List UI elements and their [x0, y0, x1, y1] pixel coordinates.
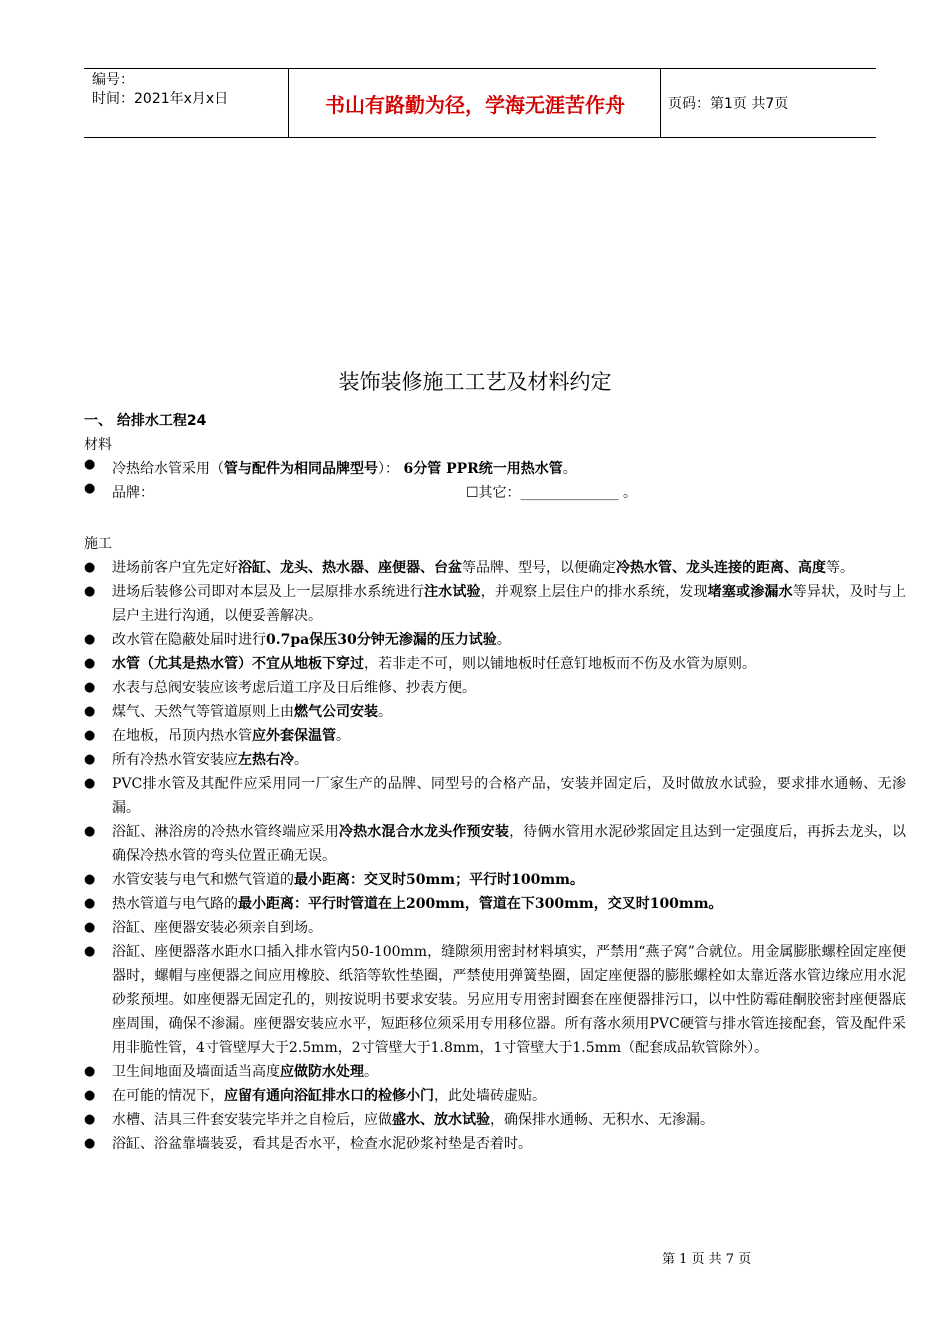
- text-run: 。: [336, 728, 350, 744]
- list-item: [84, 940, 906, 1060]
- bullet-icon: ●: [84, 896, 96, 911]
- text-run: 。: [496, 632, 511, 648]
- bullet-icon: ●: [84, 752, 96, 767]
- bullet-icon: ●: [84, 728, 96, 743]
- list-item: [84, 772, 906, 820]
- other-option: [466, 481, 637, 505]
- text-run: 水管安装与电气和燃气管道的: [112, 872, 294, 888]
- text-run: 浴缸、龙头、热水器、座便器、台盆: [238, 560, 462, 576]
- list-item-text: [112, 772, 906, 820]
- text-run: 所有冷热水管安装应: [112, 752, 238, 768]
- list-item-text: [112, 580, 906, 628]
- list-item-text: [112, 652, 906, 676]
- text-run: 等异状，及时与上层户主进行沟通，以便妥善解决。: [112, 584, 907, 624]
- text-run: 浴缸、座便器落水距水口插入排水管内50-100mm，缝隙须用密封材料填实，严禁用“燕子窝”合就位。用金属膨胀螺栓固定座便器时，螺帽与座便器之间应用橡胶、纸箔等软性垫圈，严禁使用弹簧垫圈，固定座便器的膨胀螺栓如太靠近落水管边缘应用水泥砂浆预埋。如座便器无固定孔的，则按说明书要求安装。另应用专用密封圈套在座便器排污口，以中性防霉硅酮胶密封座便器底座周围，确保不渗漏。座便器安装应水平，短距移位须采用专用移位器。所有落水须用PVC硬管与排水管连接配套，管及配件采用非脆性管，4寸管壁厚大于2.5mm，2寸管壁大于1.8mm，1寸管壁大于1.5mm（配套成品软管除外）。: [112, 944, 906, 1056]
- text-run: ，此处墙砖虚贴。: [434, 1088, 546, 1104]
- text-run: 冷热水混合水龙头作预安装: [338, 824, 510, 840]
- text-run: 。: [378, 704, 392, 720]
- text-run: 在地板，吊顶内热水管: [112, 728, 252, 744]
- list-item: [84, 868, 906, 892]
- text-run: 最小距离：交叉时50mm；平行时100mm。: [294, 872, 584, 888]
- text-run: 进场后装修公司即对本层及上一层原排水系统进行: [112, 584, 424, 600]
- document-title: 装饰装修施工工艺及材料约定: [338, 370, 612, 394]
- list-item: [84, 676, 906, 700]
- list-item: [84, 556, 906, 580]
- text-run: 注水试验: [424, 584, 481, 600]
- bullet-icon: ●: [84, 872, 96, 887]
- list-item: [84, 748, 906, 772]
- bullet-icon: ●: [84, 656, 96, 671]
- text-run: ，确保排水通畅、无积水、无渗漏。: [490, 1112, 714, 1128]
- list-item: [84, 652, 906, 676]
- text-run: 应做防水处理: [280, 1064, 364, 1080]
- list-item-text: [112, 724, 906, 748]
- text-run: 等品牌、型号，以便确定: [462, 560, 616, 576]
- header-divider: [288, 69, 289, 137]
- bullet-icon: ●: [84, 1064, 96, 1079]
- section-heading: 一、 给排水工程24: [84, 413, 207, 429]
- list-item-text: [112, 676, 906, 700]
- material-item-pipes: [84, 457, 906, 481]
- bullet-icon: ●: [84, 1136, 96, 1151]
- list-item: [84, 724, 906, 748]
- text-run: 等。: [826, 560, 854, 576]
- text-run: 应外套保温管: [252, 728, 336, 744]
- list-item-text: [112, 868, 906, 892]
- bullet-icon: ●: [84, 584, 96, 599]
- list-item: [84, 580, 906, 628]
- text-run: 水管（尤其是热水管）不宜从地板下穿过: [112, 656, 364, 672]
- bullet-icon: ●: [84, 1112, 96, 1127]
- list-item: [84, 1084, 906, 1108]
- bullet-icon: ●: [84, 1088, 96, 1103]
- bullet-icon: ●: [84, 944, 96, 959]
- bullet-icon: ●: [84, 481, 96, 496]
- text-run: 冷热水管、龙头连接的距离、高度: [616, 560, 826, 576]
- bullet-icon: ●: [84, 680, 96, 695]
- document-header: [84, 68, 876, 138]
- text-run: 进场前客户宜先定好: [112, 560, 238, 576]
- text-run: 浴缸、座便器安装必须亲自到场。: [112, 920, 322, 936]
- text-run: 堵塞或渗漏水: [707, 584, 793, 600]
- header-divider: [660, 69, 661, 137]
- list-item-text: [112, 1060, 906, 1084]
- list-item: [84, 820, 906, 868]
- text-run: 浴缸、浴盆靠墙装妥，看其是否水平，检查水泥砂浆衬垫是否着时。: [112, 1136, 532, 1152]
- list-item-text: [112, 916, 906, 940]
- list-item-text: [112, 748, 906, 772]
- text-run: ，若非走不可，则以铺地板时任意钉地板而不伤及水管为原则。: [364, 656, 756, 672]
- brand-label: 品牌：: [112, 485, 154, 501]
- construction-label: 施工: [84, 536, 112, 552]
- list-item-text: [112, 940, 906, 1060]
- bullet-icon: ●: [84, 704, 96, 719]
- text-run: 水槽、洁具三件套安装完毕并之自检后，应做: [112, 1112, 392, 1128]
- text-run: 。: [562, 461, 577, 477]
- list-item-text: [112, 1108, 906, 1132]
- bullet-icon: ●: [84, 632, 96, 647]
- text-run: 0.7pa保压30分钟无渗漏的压力试验: [266, 632, 497, 648]
- text-run: 冷热给水管采用（: [112, 461, 224, 477]
- text-run: ，待俩水管用水泥砂浆固定且达到一定强度后，再拆去龙头，以确保冷热水管的弯头位置正确无误。: [112, 824, 907, 864]
- list-item-text: [112, 892, 906, 916]
- text-run: 6分管 PPR统一用热水管: [403, 461, 563, 477]
- text-run: 改水管在隐蔽处届时进行: [112, 632, 266, 648]
- list-item-text: [112, 700, 906, 724]
- text-run: 。: [294, 752, 308, 768]
- bullet-icon: ●: [84, 560, 96, 575]
- text-run: 应留有通向浴缸排水口的检修小门: [224, 1088, 434, 1104]
- text-run: 热水管道与电气路的: [112, 896, 238, 912]
- construction-list: [84, 556, 906, 1156]
- other-checkbox-label: ☐其它：: [466, 485, 521, 501]
- material-item-brand: [84, 481, 906, 505]
- text-run: ）：: [378, 461, 404, 477]
- text-run: 燃气公司安装: [294, 704, 378, 720]
- header-page-label: 页码：第1页 共7页: [668, 96, 789, 112]
- header-motto: 书山有路勤为径，学海无涯苦作舟: [325, 92, 625, 117]
- bullet-icon: ●: [84, 776, 96, 791]
- list-item-text: [112, 1132, 906, 1156]
- text-run: 。: [618, 485, 638, 501]
- bullet-icon: ●: [84, 920, 96, 935]
- text-run: 煤气、天然气等管道原则上由: [112, 704, 294, 720]
- text-run: 水表与总阀安装应该考虑后道工序及日后维修、抄表方便。: [112, 680, 476, 696]
- text-run: 。: [364, 1064, 378, 1080]
- text-run: PVC排水管及其配件应采用同一厂家生产的品牌、同型号的合格产品，安装并固定后，及时做放水试验，要求排水通畅、无渗漏。: [112, 776, 906, 816]
- text-run: 卫生间地面及墙面适当高度: [112, 1064, 280, 1080]
- text-run: 在可能的情况下，: [112, 1088, 224, 1104]
- list-item-text: [112, 628, 906, 652]
- header-meta: [92, 71, 288, 109]
- text-run: ，并观察上层住户的排水系统，发现: [480, 584, 708, 600]
- list-item-text: [112, 1084, 906, 1108]
- list-item: [84, 628, 906, 652]
- bullet-icon: ●: [84, 457, 96, 472]
- list-item: [84, 1108, 906, 1132]
- number-label: 编号：: [92, 72, 134, 88]
- list-item: [84, 700, 906, 724]
- list-item: [84, 1132, 906, 1156]
- bullet-icon: ●: [84, 824, 96, 839]
- page-footer: 第 1 页 共 7 页: [662, 1252, 752, 1267]
- list-item-text: [112, 820, 906, 868]
- list-item-text: [112, 556, 906, 580]
- list-item: [84, 916, 906, 940]
- list-item: [84, 1060, 906, 1084]
- text-run: 最小距离：平行时管道在上200mm，管道在下300mm，交叉时100mm。: [238, 896, 723, 912]
- other-blank: ______________: [520, 485, 619, 501]
- text-run: 左热右冷: [238, 752, 294, 768]
- materials-label: 材料: [84, 437, 112, 453]
- list-item: [84, 892, 906, 916]
- text-run: 管与配件为相同品牌型号: [224, 461, 378, 477]
- text-run: 浴缸、淋浴房的冷热水管终端应采用: [112, 824, 339, 840]
- text-run: 盛水、放水试验: [392, 1112, 490, 1128]
- time-label: 时间：2021年x月x日: [92, 91, 229, 107]
